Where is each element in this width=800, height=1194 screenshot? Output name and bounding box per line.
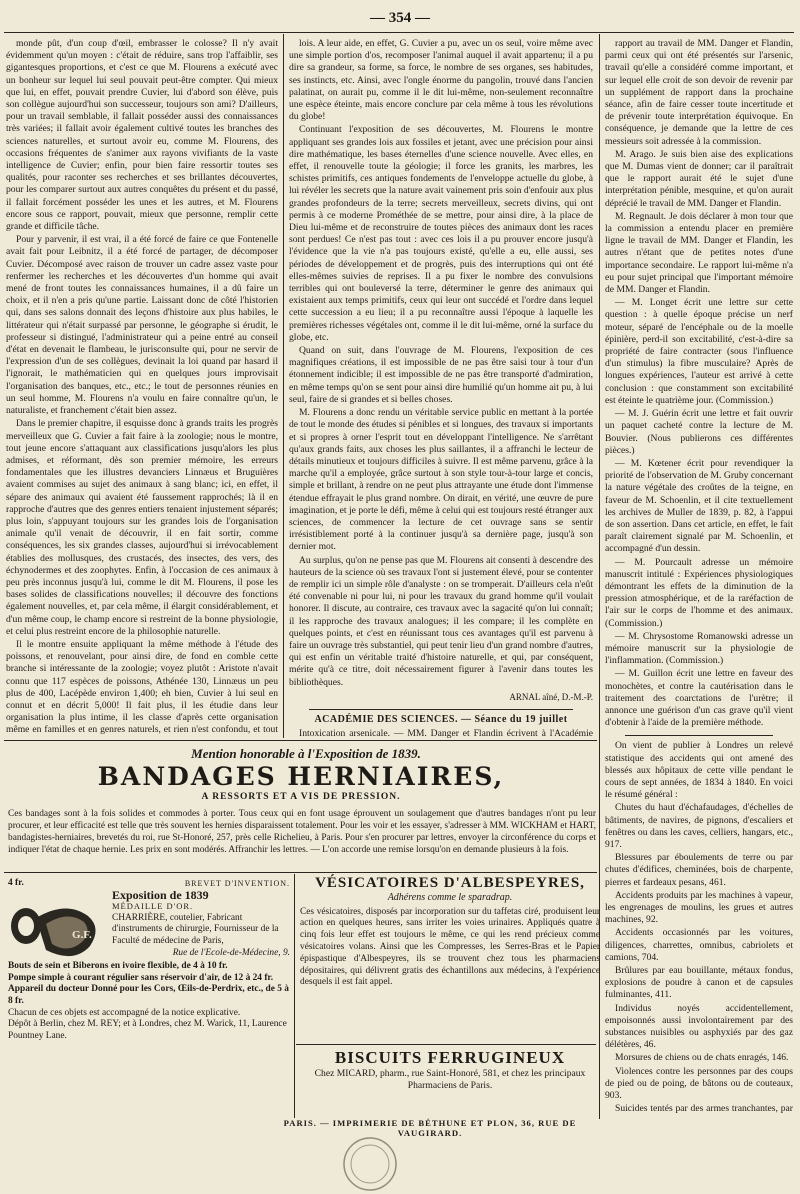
paragraph: Chutes du haut d'échafaudages, d'échelles de bâtiments, de navires, de pignons, d'escaliers et fenêtres ou dans les caves, celliers, hangars, etc., 917.	[605, 802, 793, 850]
article-signature: ARNAL aîné, D.-M.-P.	[509, 691, 593, 702]
ads-middle-rule	[4, 872, 597, 873]
ads-divider	[294, 874, 295, 1118]
paragraph: — M. Chrysostome Romanowski adresse un mémoire manuscrit sur la physiologie de l'inflammation. (Commission.)	[605, 630, 793, 667]
ad-biscuits-title: BISCUITS FERRUGINEUX	[334, 1048, 566, 1067]
paragraph: Individus noyés accidentellement, empoisonnés aussi involontairement par des substances nuisibles ou asphyxiés par des gaz délétères, 46.	[605, 1002, 793, 1051]
ads-top-rule	[4, 740, 597, 741]
paragraph: Brûlures par eau bouillante, métaux fondus, explosions de poudre à canon et de capsules fulminantes, 411.	[605, 965, 793, 1001]
ad-maker: CHARRIÈRE, coutelier, Fabricant d'instruments de chirurgie, Fournisseur de la Faculté de médecine de Paris,	[112, 912, 279, 946]
ad-bandages-subtitle: A RESSORTS ET A VIS DE PRESSION.	[201, 792, 401, 802]
ad-line: Bouts de sein et Biberons en ivoire flexible, de 4 à 10 fr.	[8, 961, 228, 972]
ad-brevet-label: BREVET D'INVENTION.	[184, 879, 290, 888]
ad-vesicatoires	[300, 875, 600, 989]
ad-line: Chacun de ces objets est accompagné de la notice explicative.	[8, 1007, 241, 1018]
paragraph: M. Flourens a donc rendu un véritable service public en mettant à la portée de tout le monde des études si pénibles et si longues, des travaux si importants et si propres à orner l'esprit tout en développant l'intelligence. Ne s'arrêtant qu'aux grands faits, aux choses les plus saillantes, il a affranchi le lecteur de détails minutieux et toujours difficiles à suivre. Il est même parvenu, grâce à la marche qu'il a employée, grâce surtout à son style tour-à-tour large et concis, simple et brillant, à rendre on ne peut plus attrayante une étude dont l'immense étendue effrayait le plus grand nombre. On dirait, en vérité, une œuvre de pure imagination, et je porte le défi, même à celui qui est toujours resté étranger aux sciences, de commencer la lecture de cet ouvrage sans se sentir irrésistiblement porté à la continuer jusqu'à sa dernière page, jusqu'à son dernier mot.	[289, 407, 593, 553]
section-rule	[625, 735, 773, 736]
paragraph: M. Regnault. Je dois déclarer à mon tour que la commission a entendu placer en première ligne le travail de MM. Danger et Flandin, les autres n'étant que de petites notes d'une importance secondaire. Le rapport lui-même n'a eu pour sujet principal que l'important mémoire de MM. Danger et Flandin.	[605, 210, 793, 296]
paragraph: — M. Longet écrit une lettre sur cette question : à quelle époque précise un nerf moteur, séparé de l'encéphale ou de la moelle épinière, perd-il son excitabilité, c'est-à-dire sa propriété de faire contracter (sous l'influence d'un stimulus) la fibre musculaire? Après de longues expériences, l'auteur est arrivé à cette conclusion : que constamment son excitabilité est éteinte le quatrième jour. (Commission.)	[605, 297, 793, 406]
paragraph: On vient de publier à Londres un relevé statistique des accidents qui ont amené des blessés aux hôpitaux de cette ville pendant le cours de sept années, de 1834 à 1840. En voici le résumé général :	[605, 740, 793, 801]
ad-vesicatoires-text: Ces vésicatoires, disposés par incorporation sur du taffetas ciré, produisent leur action en quelques heures, sans irriter les voies urinaires. Appliqués quatre à cinq fois leur effet est toujours le même, ce qui les rend précieux comme vésicatoires volans. Ainsi que les Compresses, les Serres-Bras et le Papier épispastique d'Albespeyres, ils se trouvent chez tous les pharmaciens dépositaires, qui délivrent gratis des échantillons aux médecins, à l'expérience desquels il est fait appel.	[300, 906, 600, 988]
ad-medal: MÉDAILLE D'OR.	[112, 901, 194, 912]
column-3	[605, 38, 793, 1116]
paragraph: Continuant l'exposition de ses découvertes, M. Flourens le montre appliquant ses grandes lois aux fossiles et jetant, avec une précision pour ainsi dire mathématique, les bases éternelles d'une science nouvelle. Avec elles, en effet, il renouvelle toute la géologie; il force les granits, les marbres, les schistes primitifs, ces antiques fondements de l'enveloppe actuelle du globe, à lui révéler les secrets que la nature avait vainement pris soin d'enfouir aux plus grandes profondeurs de la terre; secrets merveilleux, secrets divins, qui ont permis à ce moderne Prométhée de se mettre, pour ainsi dire, à la place de Dieu lui-même et de reconstruire de toutes pièces des animaux dont les races sont perdues! Ce n'est pas tout : avec ces lois il a pu prouver encore jusqu'à l'évidence que la vie n'a pas toujours existé, qu'elle a eu, elle aussi, ses périodes de développement et de progrès, puis des interruptions qui ont été elles-mêmes suivies de reprises. Il a pu fixer le nombre des convulsions terribles qui ont bouleversé la terre, déterminer le genre des animaux qui existaient aux temps primitifs, ceux qui leur ont succédé et l'ordre dans lequel cette succession a eu lieu; il a pu reconnaître aussi l'époque à laquelle les premières richesses végétales ont, comme il le dit lui-même, orné la surface du globe, etc.	[289, 124, 593, 343]
section-rule	[309, 709, 573, 710]
paragraph: rapport au travail de MM. Danger et Flandin, parmi ceux qui ont été présentés sur l'arsenic, travail qu'elle a considéré comme important, et sur lequel elle croit de son devoir de revenir par un supplément de rapport dans la prochaine séance, afin de faire cesser toute incertitude et de prévenir toute interprétation équivoque. En conséquence, je demande que la lettre de ces messieurs soit adressée à la commission.	[605, 38, 793, 147]
ads-biscuits-rule	[296, 1044, 596, 1045]
paragraph: Suicides tentés par des armes tranchantes, par	[615, 1103, 793, 1115]
library-stamp-icon	[340, 1134, 400, 1194]
paragraph: Blessures par éboulements de terre ou par chutes d'édifices, cheminées, bois de charpente, pierres et fardeaux pesans, 461.	[605, 852, 793, 888]
paragraph: M. Arago. Je suis bien aise des explications que M. Dumas vient de donner; car il paraîtrait que le rapport aurait été le sujet d'une interprétation pénible, mesquine, et qu'on aurait déprécié le travail de MM. Danger et Flandin.	[605, 148, 793, 209]
ad-bandages-text: Ces bandages sont à la fois solides et commodes à porter. Tous ceux qui en font usage éprouvent un soulagement que d'autres bandages n'ont pu leur procurer, et leur efficacité est telle que très souvent les hernies disparaissent totalement. Pour les voir et les essayer, s'adresser à MM. WICKHAM et HART, bandagistes-herniaires, brevetés du roi, rue St-Honoré, 257, près celle Richelieu, à Paris. Pour s'en procurer par lettres, envoyer la circonférence du corps et indiquer l'état de chaque hernie. Les prix en sont modérés. Affranchir les lettres. — L'on accorde une remise lorsqu'on en demande plusieurs à la fois.	[8, 809, 596, 855]
column-1	[6, 38, 278, 738]
paragraph: — M. Pourcault adresse un mémoire manuscrit intitulé : Expériences physiologiques démontrant les effets de la diminution de la pression atmosphérique, et de la raréfaction de l'air sur le corps de l'homme et des animaux. (Commission.)	[605, 556, 793, 629]
paragraph: — M. Guillon écrit une lettre en faveur des monochètes, et contre la cautérisation dans le traitement des coarctations de l'urètre; il annonce une guérison d'un cas grave qu'il vient d'obtenir à l'aide de la première méthode.	[605, 668, 793, 729]
column-2	[289, 38, 593, 738]
ad-vesicatoires-subtitle: Adhérens comme le sparadrap.	[387, 891, 513, 903]
ad-line: Pompe simple à courant régulier sans réservoir d'air, de 12 à 24 fr.	[8, 972, 274, 983]
paragraph: Quand on suit, dans l'ouvrage de M. Flourens, l'exposition de ces magnifiques créations, il est impossible de ne pas être saisi tour à tour d'un étonnement indicible; il est impossible de ne pas être transporté d'admiration, en même temps qu'on se sent pour ainsi dire humilié qu'un homme ait pu, à lui seul, faire de si grandes et si belles choses.	[289, 345, 593, 405]
ad-address: Rue de l'Ecole-de-Médecine, 9.	[172, 947, 290, 958]
paragraph: Il le montre ensuite appliquant la même méthode à l'étude des poissons, et renouvelant, pour ainsi dire, de fond en comble cette branche si intéressante de la zoologie; voyez plutôt : Aristote n'avait connu que 117 espèces de poissons, Athénée 130, Linnæus un peu plus de 400, Lacépède environ 1,400; eh bien, Cuvier à lui seul en connut et en décrit 5,000! Il fait plus, il les étudie dans leur organisation la plus intime, il les classe d'après cette organisation même en familles et en genres naturels, et rien n'est confondu, et tout	[6, 638, 278, 736]
ad-bandages-mention: Mention honorable à l'Exposition de 1839.	[191, 746, 421, 761]
paragraph: Au surplus, qu'on ne pense pas que M. Flourens ait consenti à descendre des hauteurs de la science où ses travaux l'ont si justement élevé, pour se contenter de remplir ici un simple rôle d'analyste : on se tromperait. D'ailleurs cela n'eût été convenable ni pour lui, ni pour les travaux du grand homme qu'il voulait honorer. Il discute, au contraire, ces travaux avec la sagacité qu'on lui connaît; il les rapproche des travaux analogues; il les compare; il les complète en quelques points, et c'est en réunissant tous ces avantages qu'il est parvenu à faire un ouvrage très substantiel, qui peut tenir lieu d'un grand nombre d'autres, qui est enfin un véritable traité d'histoire naturelle, et qui, par conséquent, mérite qu'à ce titre, doit nécessairement figurer à l'avenir dans toutes les bibliothèques.	[289, 554, 593, 688]
paragraph: lois. A leur aide, en effet, G. Cuvier a pu, avec un os seul, voire même avec une simple portion d'os, recomposer l'animal auquel il avait appartenu; il a pu dire sa grandeur, sa forme, sa force, le nombre de ses organes, ses habitudes, ses instincts, etc. Ainsi, avec l'ongle énorme du pangolin, trouvé dans l'ancien palatinat, on aurait pu, comme il le dit lui-même, non-seulement reconnaître une espèce éteinte, mais encore conclure par cela même à tous les révolutions du globe!	[289, 38, 593, 123]
paragraph: Intoxication arsenicale. — MM. Danger et Flandin écrivent à l'Académie	[299, 728, 593, 738]
paragraph: Pour y parvenir, il est vrai, il a été forcé de faire ce que Fontenelle avait fait pour Leibnitz, il a été forcé de partager, de décomposer Cuvier. Décomposé avec raison de trouver un cadre assez vaste pour renfermer les recherches et les découvertes d'un homme qui avait mené de front toutes les connaissances humaines, il a dû faire un choix, et il n'en a pris qu'une partie. Laissant donc de côté l'historien qui, dans ses salons donnait des leçons d'histoire aux plus habiles, le littérateur qui n'était surpassé par personne, le géographe si érudit, le professeur si distingué, l'administrateur qui a peine entré au conseil d'état en devenait le flambeau, le jurisconsulte qui, pour ne servir de l'expression d'un de ses collègues, devinait la loi quand par hasard il l'ignorait, le mathématicien qui en quelques jours improvisait l'organisation des banques, etc., etc.; le tout de personnes réunies en un seul homme, M. Flourens n'a voulu en faire connaître qu'un, le naturaliste, et franchement c'était bien assez.	[6, 234, 278, 417]
ad-price: 4 fr.	[8, 878, 24, 888]
header-rule	[4, 32, 794, 33]
ad-line: Dépôt à Berlin, chez M. REY; et à Londres, chez M. Warick, 11, Laurence Pountney Lane.	[8, 1019, 287, 1041]
ad-line: Appareil du docteur Donné pour les Cors, Œils-de-Perdrix, etc., de 5 à 8 fr.	[8, 984, 289, 1006]
section-heading-academie: ACADÉMIE DES SCIENCES. — Séance du 19 juillet	[314, 713, 568, 725]
paragraph: Violences contre les personnes par des coups de pied ou de poing, de bâtons ou de couteaux, 903.	[605, 1065, 793, 1102]
paragraph: Dans le premier chapitre, il esquisse donc à grands traits les progrès merveilleux que G. Cuvier a fait faire à la zoologie; nous le montre, tout jeune encore s'attaquant aux classifications jusqu'alors les plus admises, et réformant, dès son premier mémoire, les erreurs fondamentales que les illustres devanciers Linnæus et Bruguières avaient commises au sujet des animaux à sang blanc; ici, en effet, il sépare des animaux qui avaient été faussement rapprochés; là il en rapproche d'autres que des genres entiers tenaient injustement séparés; plus loin, s'appuyant toujours sur les grandes lois de l'organisation animale qu'il venait de découvrir, il en fait sortir, comme conséquences, les six grandes classes, aujourd'hui si irrévocablement établies des mollusques, des crustacés, des insectes, des vers, des échynodermes et des zoophytes. Enfin, à l'occasion de ces animaux à peu près inconnus jusqu'à lui, comme le dit M. Flourens, il pose les bases solides de classifications nouvelles; il découvre des fonctions également nouvelles, et, par cela même, il élargit considérablement, et d'un même coup, le champ encore si restreint de la bonne physiologie, et celui plus restreint encore de la philosophie naturelle.	[6, 418, 278, 637]
page-number: — 354 —	[370, 10, 430, 26]
truss-illustration-icon	[6, 898, 104, 976]
column-divider-1	[283, 34, 284, 738]
paragraph: Accidents occasionnés par les voitures, diligences, charrettes, omnibus, cabriolets et camions, 704.	[605, 927, 793, 963]
paragraph: monde pût, d'un coup d'œil, embrasser le colosse? Il n'y avait évidemment qu'un moyen : c'était de réduire, sans trop l'affaiblir, ses gigantesques proportions, et c'est ce que M. Flourens a exécuté avec un bonheur sur lequel lui seul pouvait peut-être compter. Qui mieux que lui, en effet, pouvait prendre Cuvier, lui d'abord son élève, puis son collègue aujourd'hui son successeur, toujours son ami? D'ailleurs, pour un travail semblable, il fallait posséder aussi des connaissances très variées; il fallait avoir également cultivé toutes les branches des sciences naturelles, et surtout avoir eu, comme M. Flourens, des occasions fréquentes de s'animer aux rayons vivifiants de la vaste intelligence de Cuvier; enfin, pour bien faire ressortir toutes ses qualités, pour raconter ses recherches et ses brillantes découvertes, pour les comparer surtout aux autres conquêtes du présent et du passé, il fallait forcément posséder les unes et les autres, et M. Flourens encore sous ce rapport, pouvait, mieux que personne, remplir cette grande et difficile tâche.	[6, 38, 278, 233]
paragraph: — M. J. Guérin écrit une lettre et fait ouvrir un paquet cacheté contre la lecture de M. Bouvier. (Nous publierons ces différentes pièces.)	[605, 408, 793, 456]
truss-label: G.F.	[72, 929, 92, 941]
paragraph: Accidents produits par les machines à vapeur, les engrenages de moulins, les grues et autres machines, 92.	[605, 889, 793, 926]
paragraph: — M. Kœtener écrit pour revendiquer la priorité de l'observation de M. Gruby concernant la nature végétale des croûtes de la teigne, en faveur de M. Schoenlin, et il cite textuellement les archives de Muller de 1839, p. 82, à l'appui de son assertion. Dans cet article, en effet, le fait paraît clairement signalé par M. Schoenlin, et accompagné d'un dessin.	[605, 457, 793, 555]
ad-exposition: Exposition de 1839	[112, 887, 209, 902]
ad-bandages-title: BANDAGES HERNIAIRES,	[97, 762, 505, 791]
ad-biscuits	[300, 1048, 600, 1092]
printer-imprint: PARIS. — IMPRIMERIE DE BÉTHUNE ET PLON, 36, RUE DE VAUGIRARD.	[283, 1118, 577, 1138]
ad-vesicatoires-title: VÉSICATOIRES D'ALBESPEYRES,	[315, 875, 585, 891]
paragraph: Morsures de chiens ou de chats enragés, 146.	[615, 1052, 789, 1064]
ad-biscuits-text: Chez MICARD, pharm., rue Saint-Honoré, 581, et chez les principaux Pharmaciens de Paris.	[314, 1068, 586, 1091]
